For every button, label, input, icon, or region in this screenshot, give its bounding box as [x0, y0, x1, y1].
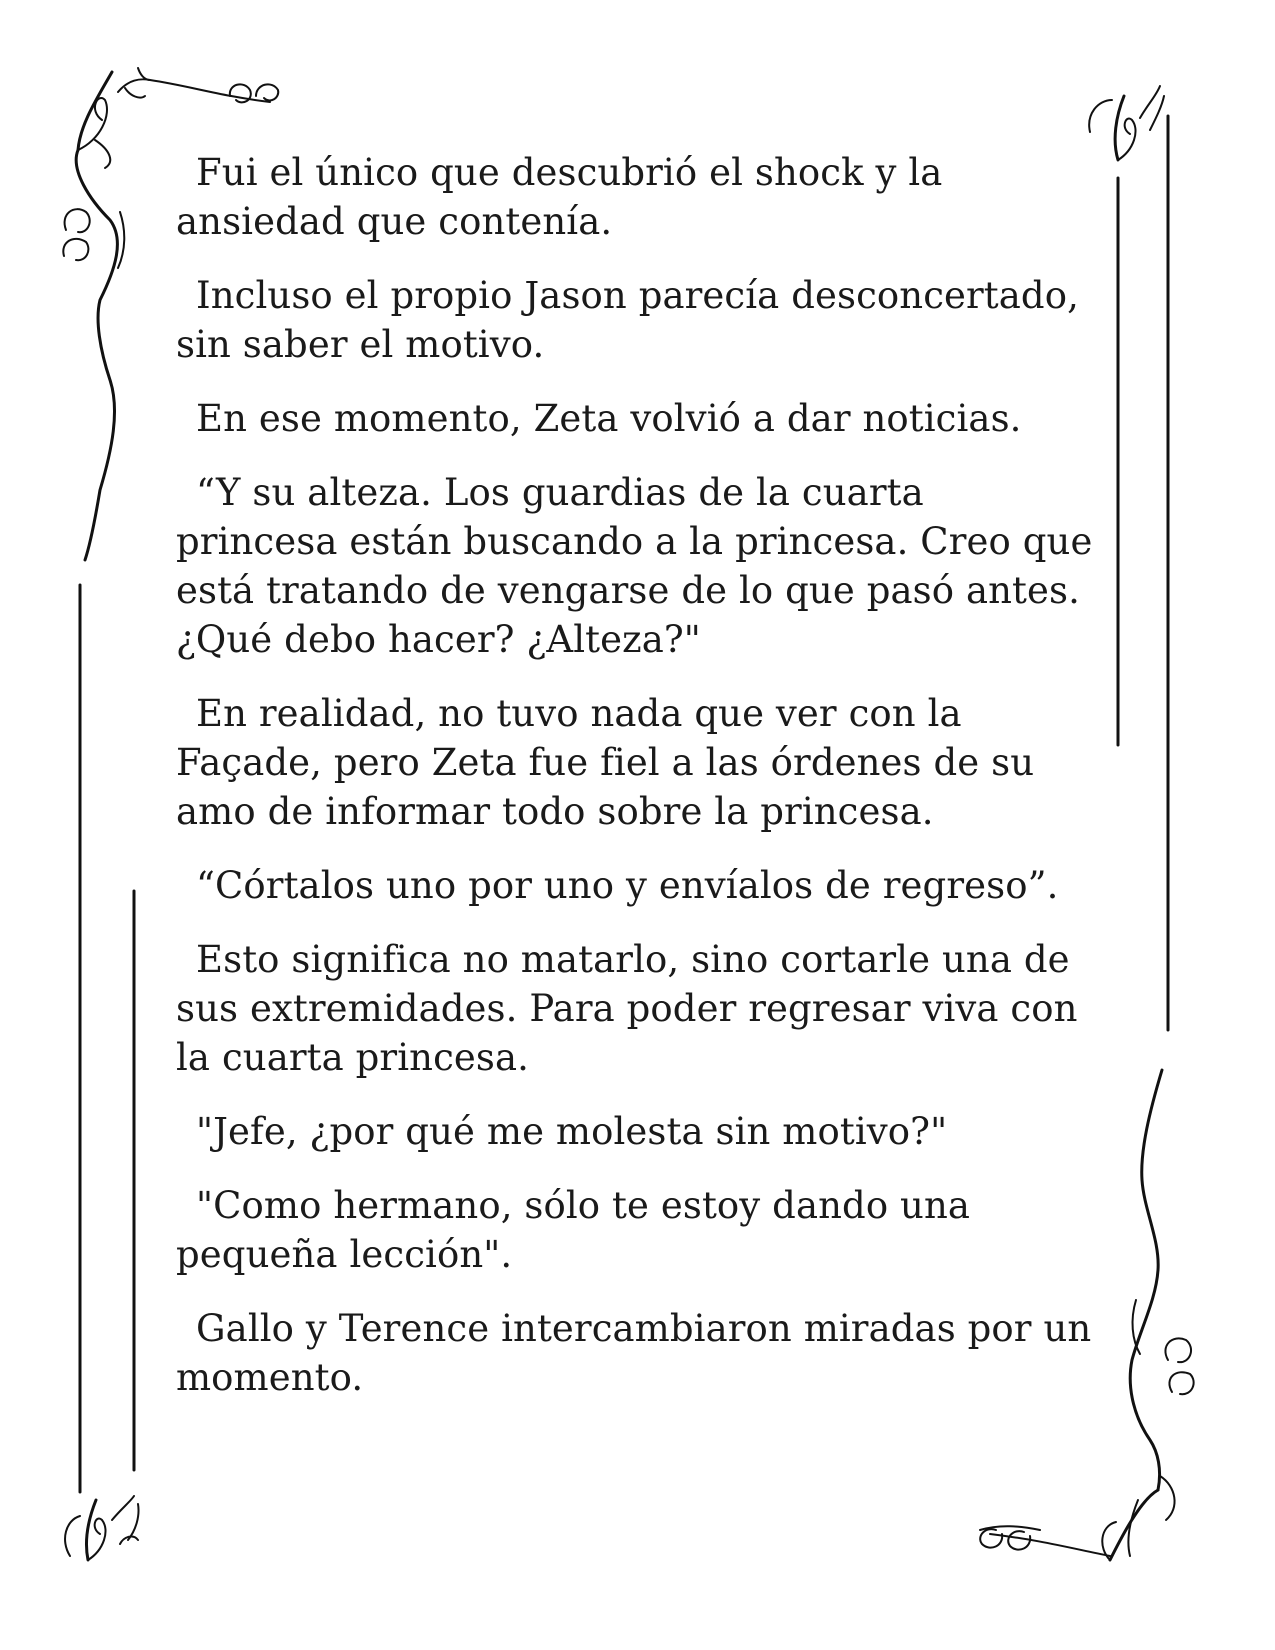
paragraph: “Córtalos uno por uno y envíalos de regreso”. [196, 864, 1059, 907]
paragraph: Incluso el propio Jason parecía desconcertado, sin saber el motivo. [176, 274, 1079, 366]
paragraph: En ese momento, Zeta volvió a dar noticias. [196, 397, 1022, 440]
paragraph: Esto significa no matarlo, sino cortarle una de sus extremidades. Para poder regresar viva con la cuarta princesa. [176, 938, 1078, 1079]
flourish-bottom-left-icon [65, 1496, 138, 1560]
paragraph: “Y su alteza. Los guardias de la cuarta princesa están buscando a la princesa. Creo que está tratando de vengarse de lo que pasó antes. ¿Qué debo hacer? ¿Alteza?" [176, 471, 1093, 661]
paragraph: "Jefe, ¿por qué me molesta sin motivo?" [196, 1110, 948, 1153]
body-text [176, 148, 1096, 1427]
paragraph: En realidad, no tuvo nada que ver con la Façade, pero Zeta fue fiel a las órdenes de su amo de informar todo sobre la princesa. [176, 692, 1035, 833]
flourish-top-right-icon [1089, 86, 1164, 160]
paragraph: Fui el único que descubrió el shock y la ansiedad que contenía. [176, 151, 943, 243]
paragraph: Gallo y Terence intercambiaron miradas por un momento. [176, 1307, 1092, 1399]
paragraph: "Como hermano, sólo te estoy dando una pequeña lección". [176, 1184, 971, 1276]
